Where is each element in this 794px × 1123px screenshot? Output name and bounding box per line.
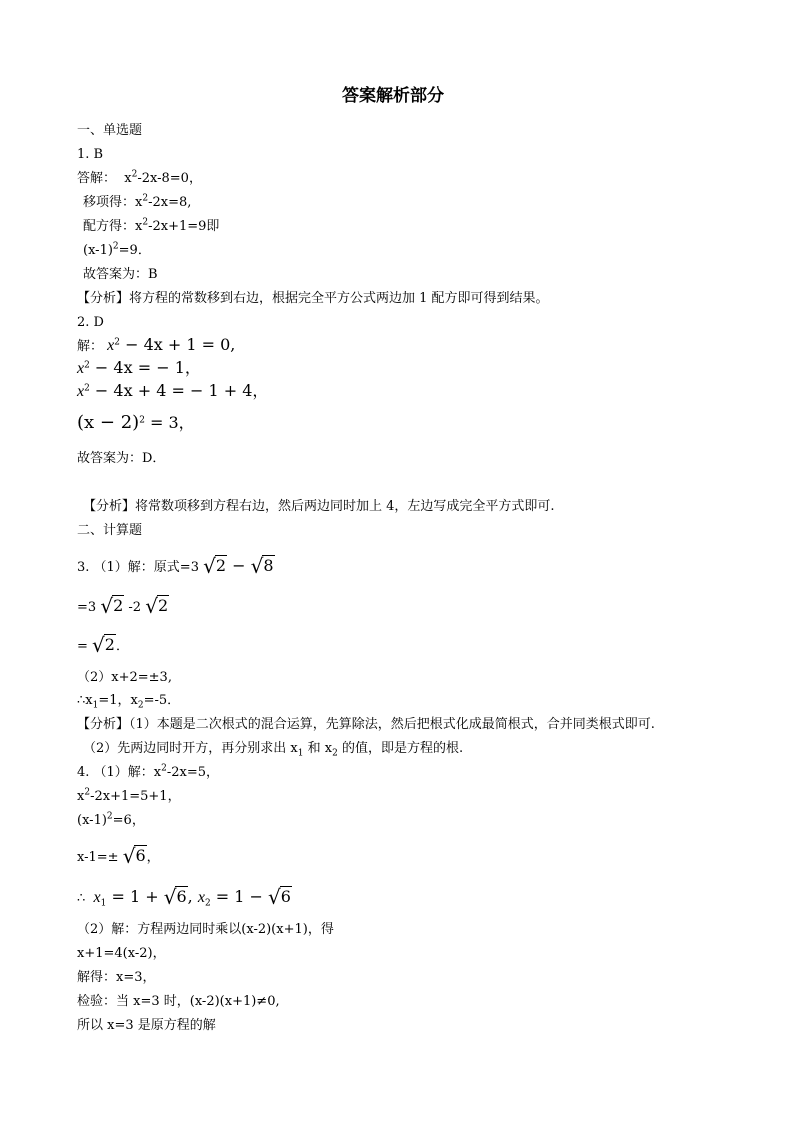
q1-line-3: 配方得：$x^2-2x+1=9$即 (83, 217, 220, 234)
q4-line-10: 所以 x=3 是原方程的解 (77, 1018, 216, 1033)
q3-line-4: （2）x+2=±3, (77, 670, 172, 685)
sqrt-2: √2 (100, 594, 124, 618)
q1-label: 1. B (77, 147, 104, 162)
q4-line-6: （2）解：方程两边同时乘以(x-2)(x+1)，得 (77, 922, 334, 937)
q1-line-1: 答解： $x^2-2x-8=0$， (77, 169, 202, 186)
q3-line-3: = √2． (77, 633, 129, 657)
q2-line-4: $(x - 2)^2 = 3$， (77, 412, 195, 433)
section-heading-calculation: 二、计算题 (77, 523, 143, 538)
sqrt-2: √2 (145, 594, 169, 618)
sqrt-2: √2 (203, 554, 227, 578)
q2-line-1: 解： $x^2 - 4x + 1 = 0$, (77, 335, 236, 354)
q3-analysis-2: （2）先两边同时开方，再分别求出 $x_1$ 和 $x_2$ 的值，即是方程的根. (83, 741, 464, 759)
sqrt-6: √6 (122, 844, 146, 868)
q2-analysis: 【分析】将常数项移到方程右边，然后两边同时加上 4，左边写成完全平方式即可. (83, 499, 555, 514)
q1-line-5: 故答案为：B (83, 267, 158, 282)
sqrt-6: √6 (163, 885, 187, 909)
q4-line-4: x-1=± √6， (77, 844, 160, 868)
sqrt-2: √2 (92, 633, 115, 657)
q1-analysis: 【分析】将方程的常数移到右边，根据完全平方公式两边加 1 配方即可得到结果。 (77, 291, 549, 306)
q2-line-2: $x^2 - 4x$ = − 1， (77, 358, 201, 377)
q2-label: 2. D (77, 315, 104, 330)
page-title: 答案解析部分 (342, 86, 444, 106)
q4-line-8: 解得：x=3， (77, 970, 156, 985)
q4-line-7: x+1=4(x-2)， (77, 946, 166, 961)
q2-line-3: $x^2 - 4x + 4$ = − 1 + 4， (77, 381, 269, 400)
q4-line-2: $x^2-2x+1=5+1$， (77, 787, 181, 804)
q4-line-5: ∴ $x_1 = 1 + √6$, $x_2 = 1 - √6$ (77, 885, 291, 909)
q4-line-3: $(x-1)^2=6$， (77, 811, 145, 828)
q3-analysis-1: 【分析】（1）本题是二次根式的混合运算，先算除法，然后把根式化成最简根式，合并同类根式即可. (77, 717, 655, 732)
section-heading-single-choice: 一、单选题 (77, 123, 143, 138)
sqrt-8: √8 (250, 554, 274, 578)
q1-line-2: 移项得：$x^2-2x=8$, (83, 193, 192, 210)
q1-line-4: $(x-1)^2=9$． (83, 241, 151, 258)
q3-line-1: 3. （1）解：原式=3 √2 − √8 (77, 554, 274, 578)
q4-line-1: 4. （1）解：$x^2-2x=5$， (77, 763, 220, 780)
sqrt-6: √6 (268, 885, 291, 909)
q3-line-5: $\therefore x_1=1$，$x_2=-5$． (77, 693, 181, 711)
q4-line-9: 检验：当 x=3 时，(x-2)(x+1)≠0, (77, 994, 280, 1009)
q3-line-2: =3 √2 -2 √2 (77, 594, 169, 618)
q2-line-5: 故答案为：D． (77, 451, 166, 466)
